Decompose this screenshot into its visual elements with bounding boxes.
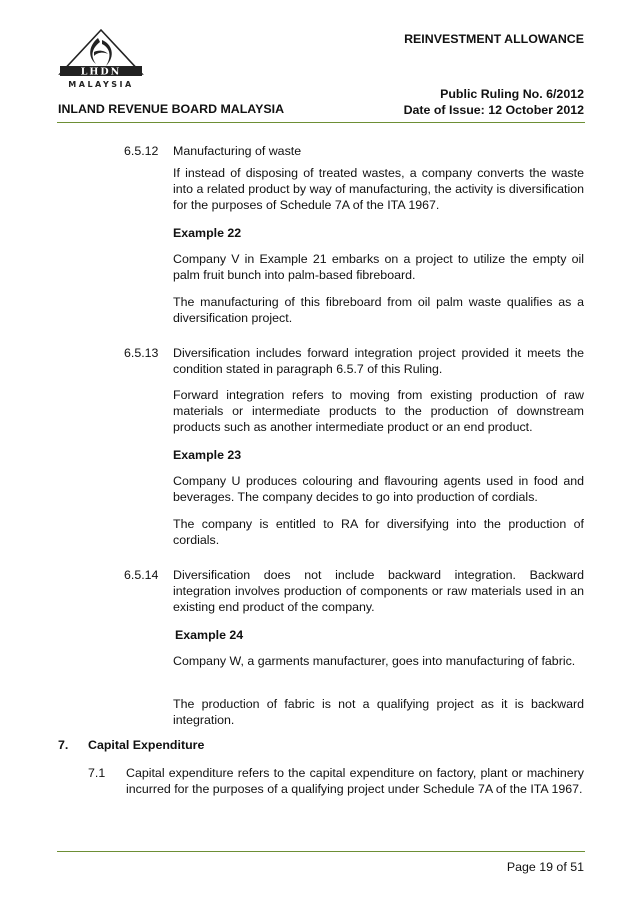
- paragraph: If instead of disposing of treated wastes, a company converts the waste into a related product by way of manufacturing, the activity is diversification for the purposes of Schedule 7A of the ITA 1967.: [173, 166, 584, 212]
- paragraph: Diversification does not include backward integration. Backward integration involves production of components or raw materials used in an existing end product of the company.: [173, 568, 584, 614]
- logo-bottom-text: MALAYSIA: [68, 80, 134, 89]
- example-title: Example 22: [173, 226, 242, 240]
- example-paragraph: Company V in Example 21 embarks on a project to utilize the empty oil palm fruit bunch into palm-based fibreboard.: [173, 252, 584, 282]
- lhdn-logo-icon: [58, 28, 144, 92]
- issue-date: Date of Issue: 12 October 2012: [403, 103, 584, 117]
- example-title: Example 23: [173, 448, 242, 462]
- document-title: REINVESTMENT ALLOWANCE: [404, 32, 584, 46]
- section-number: 6.5.12: [124, 144, 159, 158]
- header-rule: [57, 122, 585, 123]
- section-heading: Manufacturing of waste: [173, 144, 302, 158]
- logo-top-text: LHDN: [80, 66, 122, 78]
- section-number: 7.1: [88, 766, 106, 780]
- paragraph: Capital expenditure refers to the capital expenditure on factory, plant or machinery incurred for the purposes of a qualifying project under Schedule 7A of the ITA 1967.: [126, 766, 584, 796]
- footer-rule: [57, 851, 585, 852]
- ruling-info: [372, 86, 584, 118]
- section-title: Capital Expenditure: [88, 738, 205, 752]
- example-paragraph: Company W, a garments manufacturer, goes into manufacturing of fabric.: [173, 654, 576, 668]
- board-name: INLAND REVENUE BOARD MALAYSIA: [58, 102, 285, 116]
- section-number: 7.: [58, 738, 69, 752]
- page-number: Page 19 of 51: [506, 860, 584, 874]
- paragraph: Forward integration refers to moving from existing production of raw materials or intermediate products to the production of downstream products such as another intermediate product or an end product.: [173, 388, 584, 434]
- example-paragraph: The manufacturing of this fibreboard from oil palm waste qualifies as a diversification project.: [173, 295, 584, 325]
- section-number: 6.5.13: [124, 346, 159, 360]
- example-paragraph: The production of fabric is not a qualifying project as it is backward integration.: [173, 697, 584, 727]
- example-paragraph: The company is entitled to RA for diversifying into the production of cordials.: [173, 517, 584, 547]
- section-number: 6.5.14: [124, 568, 159, 582]
- example-paragraph: Company U produces colouring and flavouring agents used in food and beverages. The company decides to go into production of cordials.: [173, 474, 584, 504]
- paragraph: Diversification includes forward integration project provided it meets the condition stated in paragraph 6.5.7 of this Ruling.: [173, 346, 584, 376]
- ruling-number: Public Ruling No. 6/2012: [440, 87, 584, 101]
- example-title: Example 24: [175, 628, 244, 642]
